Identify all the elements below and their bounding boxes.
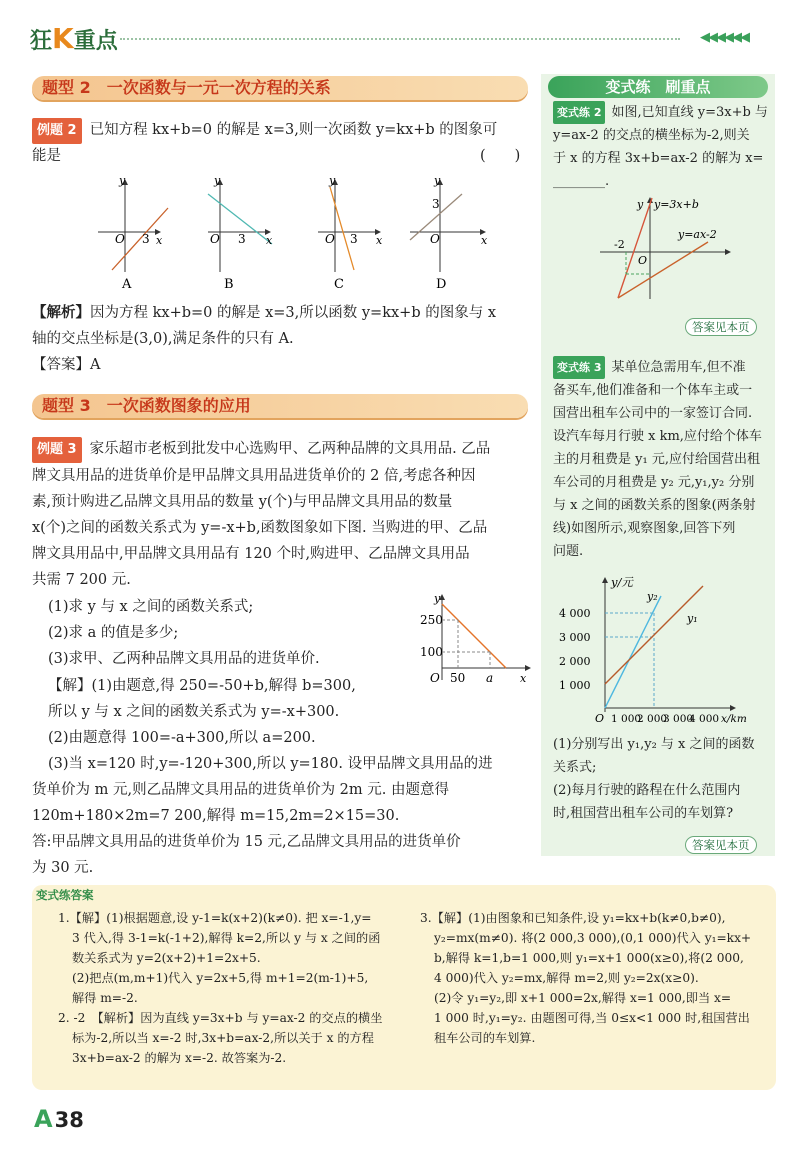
graph-D-label: D — [436, 277, 447, 292]
variant-3-questions: (1)分别写出 y₁,y₂ 与 x 之间的函数 关系式; (2)每月行驶的路程在什么范围内 时,租国营出租车公司的车划算? — [553, 737, 755, 821]
svg-text:O: O — [430, 671, 440, 685]
svg-text:4 000: 4 000 — [689, 713, 720, 725]
section-title-2: 题型 2 一次函数与一元一次方程的关系 — [32, 76, 528, 100]
graph-A-origin: O — [115, 232, 125, 246]
page-number: A38 — [34, 1105, 84, 1133]
svg-text:O: O — [595, 712, 605, 725]
variant-2-graph — [590, 194, 740, 304]
svg-text:y₂: y₂ — [647, 590, 658, 603]
svg-text:50: 50 — [450, 671, 466, 685]
svg-text:100: 100 — [420, 645, 443, 659]
svg-text:3: 3 — [238, 232, 246, 246]
svg-text:y: y — [214, 174, 221, 187]
graph-A-tick: 3 — [142, 232, 150, 246]
section-title-3: 题型 3 一次函数图象的应用 — [32, 394, 528, 418]
svg-text:3: 3 — [432, 197, 440, 211]
svg-text:O: O — [325, 232, 335, 246]
example-2-analysis: 【解析】因为方程 kx+b=0 的解是 x=3,所以函数 y=kx+b 的图象与 x — [32, 304, 496, 321]
svg-text:y: y — [434, 174, 441, 187]
graph-A-x: x — [156, 234, 163, 247]
graph-A-y: y — [119, 174, 126, 187]
svg-text:x: x — [520, 672, 527, 685]
graph-B — [208, 174, 273, 292]
svg-text:O: O — [430, 232, 440, 246]
graph-D — [410, 174, 488, 292]
svg-text:y: y — [329, 174, 336, 187]
variant-3-tag: 变式练 3 — [553, 356, 605, 379]
example-3-graph — [412, 590, 537, 690]
svg-text:x/km: x/km — [721, 713, 747, 725]
svg-text:y₁: y₁ — [687, 612, 698, 625]
variant-2-tag: 变式练 2 — [553, 101, 605, 124]
example-2-tag: 例题 2 — [32, 118, 82, 144]
svg-text:y/元: y/元 — [611, 575, 633, 589]
example-3-solution: 【解】(1)由题意,得 250=-50+b,解得 b=300, 所以 y 与 x 之间的函数关系式为 y=-x+300. (2)由题意得 100=-a+300,所以 a=200. (3)当 x=120 时,y=-120+300,所以 y=180. 设甲品牌文具用品的进 货单价为 m 元,则乙品牌文具用品的进货单价为 2m 元. 由题意得 120m+180×2m=7 200,解得 m=15,2m=2×15=30. 答:甲品牌文具用品的进货单价为 15 元,乙品牌文具用品的进货单价 为 30 元. — [32, 678, 493, 876]
svg-text:-2: -2 — [614, 238, 625, 251]
graph-A-label: A — [122, 277, 132, 292]
graph-C-label: C — [334, 277, 344, 292]
svg-text:2 000: 2 000 — [637, 713, 668, 725]
header-divider — [120, 38, 680, 40]
svg-text:1 000: 1 000 — [611, 713, 642, 725]
svg-text:y: y — [434, 592, 441, 605]
answer-paren: ( ) — [480, 148, 521, 164]
see-answer-button-2[interactable]: 答案见本页 — [685, 316, 757, 335]
example-2-stem-line2: 能是 — [32, 148, 61, 164]
svg-text:y: y — [637, 198, 644, 211]
svg-text:y=ax-2: y=ax-2 — [678, 228, 717, 241]
graph-A — [98, 174, 168, 292]
variant-3-stem: 变式练 3 某单位急需用车,但不准 备买车,他们准备和一个体车主或一 国营出租车公司中的一家签订合同. 设汽车每月行驶 x km,应付给个体车 主的月租费是 y₁ 元,应付给国营出租 车公司的月租费是 y₂ 元,y₁,y₂ 分别 与 x 之间的函数关系的图象(两条射 线)如图所示,观察图象,回答下列 问题. — [553, 356, 771, 563]
svg-text:x: x — [481, 234, 488, 247]
svg-text:a: a — [486, 671, 494, 685]
example-3-tag: 例题 3 — [32, 437, 82, 463]
svg-text:2 000: 2 000 — [559, 655, 591, 668]
series-logo: 狂K重点 — [30, 22, 118, 55]
example-2-answer: 【答案】A — [32, 357, 101, 373]
header-arrows: ◀◀◀◀◀◀ — [700, 30, 748, 45]
svg-text:O: O — [210, 232, 220, 246]
svg-text:1 000: 1 000 — [559, 679, 591, 692]
svg-text:y=3x+b: y=3x+b — [654, 198, 699, 211]
example-2-graphs — [90, 172, 530, 292]
answers-title: 变式练答案 — [36, 888, 94, 902]
graph-C — [318, 174, 383, 292]
example-3-q1: (1)求 y 与 x 之间的函数关系式; — [48, 599, 254, 615]
svg-text:x: x — [376, 234, 383, 247]
answers-right-column: 3.【解】(1)由图象和已知条件,设 y₁=kx+b(k≠0,b≠0), y₂=mx(m≠0). 将(2 000,3 000),(0,1 000)代入 y₁=kx+ b,解得 k=1,b=1 000,则 y₁=x+1 000(x≥0),将(2 000, 4 000)代入 y₂=mx,解得 m=2,则 y₂=2x(x≥0). (2)令 y₁=y₂,即 x+1 000=2x,解得 x=1 000,即当 x= 1 000 时,y₁=y₂. 由题图可得,当 0≤x<1 000 时,租国营出 租车公司的车划算. — [420, 911, 752, 1045]
svg-text:250: 250 — [420, 613, 443, 627]
svg-text:3: 3 — [350, 232, 358, 246]
graph-B-label: B — [224, 277, 234, 292]
svg-text:3 000: 3 000 — [663, 713, 694, 725]
example-3-q2: (2)求 a 的值是多少; — [48, 625, 179, 641]
example-2-analysis-2: 轴的交点坐标是(3,0),满足条件的只有 A. — [32, 331, 294, 347]
sidebar-title: 变式练 刷重点 — [548, 76, 768, 98]
answers-left-column: 1.【解】(1)根据题意,设 y-1=k(x+2)(k≠0). 把 x=-1,y= 3 代入,得 3-1=k(-1+2),解得 k=2,所以 y 与 x 之间的函 数关系式为 y=2(x+2)+1=2x+5. (2)把点(m,m+1)代入 y=2x+5,得 m+1=2(m-1)+5, 解得 m=-2. 2. -2 【解析】因为直线 y=3x+b 与 y=ax-2 的交点的横坐 标为-2,所以当 x=-2 时,3x+b=ax-2,所以关于 x 的方程 3x+b=ax-2 的解为 x=-2. 故答案为-2. — [58, 911, 383, 1065]
variant-3-graph — [553, 572, 775, 732]
svg-text:4 000: 4 000 — [559, 607, 591, 620]
example-2-stem: 例题 2 已知方程 kx+b=0 的解是 x=3,则一次函数 y=kx+b 的图象可 — [32, 117, 532, 144]
svg-text:O: O — [638, 254, 648, 267]
variant-2-stem: 变式练 2 如图,已知直线 y=3x+b 与 y=ax-2 的交点的横坐标为-2,则关 于 x 的方程 3x+b=ax-2 的解为 x= ________. — [553, 101, 771, 193]
svg-text:3 000: 3 000 — [559, 631, 591, 644]
example-3-stem: 例题 3 家乐超市老板到批发中心选购甲、乙两种品牌的文具用品. 乙品 牌文具用品的进货单价是甲品牌文具用品进货单价的 2 倍,考虑各种因 素,预计购进乙品牌文具用品的数量 y(个)与甲品牌文具用品的数量 x(个)之间的函数关系式为 y=-x+b,函数图象如下图. 当购进的甲、乙品 牌文具用品中,甲品牌文具用品有 120 个时,购进甲、乙品牌文具用品 共需 7 200 元. — [32, 436, 537, 593]
example-3-q3: (3)求甲、乙两种品牌文具用品的进货单价. — [48, 651, 320, 667]
book-logo-icon: A — [34, 1105, 53, 1133]
svg-text:x: x — [266, 234, 273, 247]
see-answer-button-3[interactable]: 答案见本页 — [685, 834, 757, 853]
